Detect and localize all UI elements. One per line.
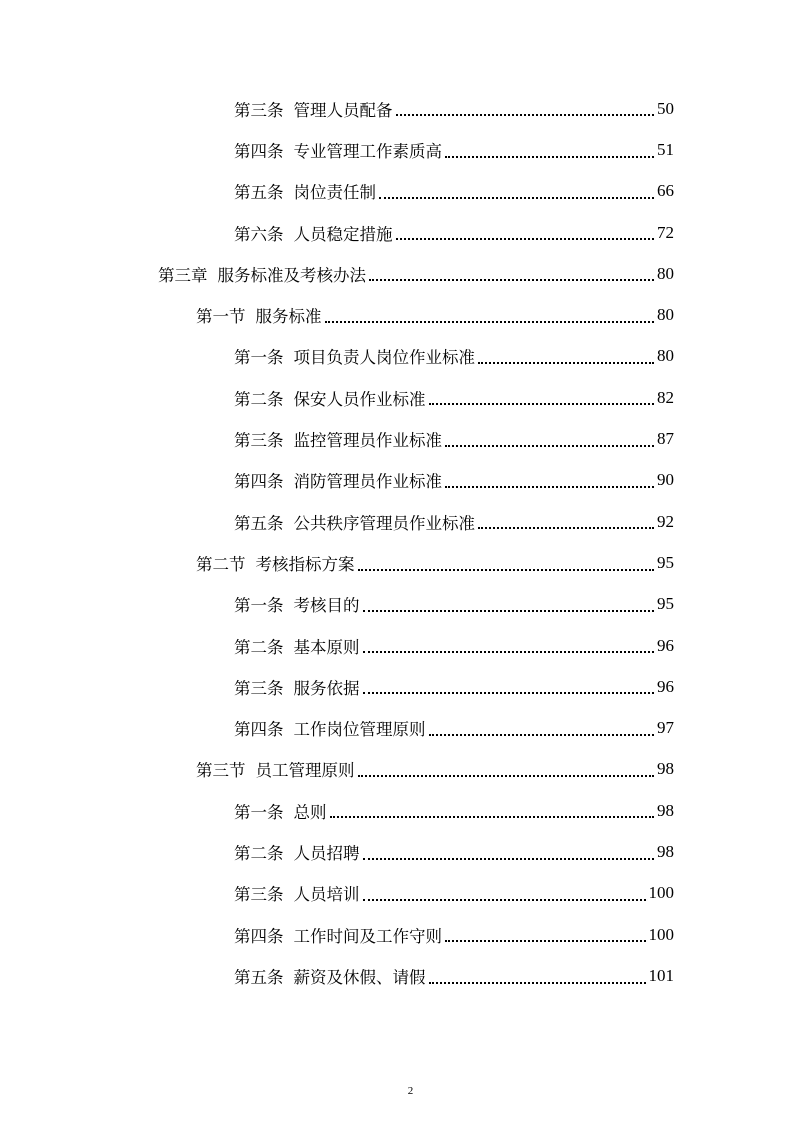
dot-leader <box>363 691 655 694</box>
dot-leader <box>429 981 646 984</box>
toc-entry[interactable] <box>234 584 674 625</box>
toc-entry[interactable] <box>196 749 674 790</box>
toc-entry-title: 工作岗位管理原则 <box>293 720 426 740</box>
toc-entry-number: 第一条 <box>234 802 284 822</box>
toc-entry-number: 第五条 <box>234 967 284 987</box>
toc-entry[interactable] <box>234 873 674 914</box>
toc-entry[interactable] <box>234 171 674 212</box>
dot-leader <box>429 733 655 736</box>
toc-entry-title: 工作时间及工作守则 <box>293 926 442 946</box>
toc-entry[interactable] <box>234 955 674 996</box>
toc-entry-title: 员工管理原则 <box>255 761 355 781</box>
toc-entry-title: 薪资及休假、请假 <box>293 967 426 987</box>
toc-entry-number: 第三条 <box>234 100 284 120</box>
toc-entry-number: 第一节 <box>196 307 246 327</box>
toc-entry[interactable] <box>234 88 674 129</box>
toc-entry-title: 公共秩序管理员作业标准 <box>293 513 475 533</box>
dot-leader <box>369 278 654 281</box>
dot-leader <box>325 320 655 323</box>
dot-leader <box>396 237 655 240</box>
toc-entry-number: 第五条 <box>234 513 284 533</box>
toc-entry[interactable] <box>234 831 674 872</box>
dot-leader <box>396 113 655 116</box>
toc-entry-title: 服务依据 <box>293 678 360 698</box>
toc-entry-number: 第三条 <box>234 885 284 905</box>
toc-entry-page: 98 <box>657 800 674 820</box>
toc-entry[interactable] <box>234 666 674 707</box>
toc-entry[interactable] <box>196 294 674 335</box>
toc-entry-page: 50 <box>657 98 674 118</box>
toc-entry-page: 95 <box>657 552 674 572</box>
toc-entry-title: 管理人员配备 <box>293 100 393 120</box>
toc-entry-number: 第三章 <box>158 265 208 285</box>
dot-leader <box>445 485 654 488</box>
toc-entry-number: 第一条 <box>234 596 284 616</box>
dot-leader <box>445 939 646 942</box>
toc-entry-title: 岗位责任制 <box>293 183 376 203</box>
dot-leader <box>429 402 655 405</box>
toc-entry-title: 人员培训 <box>293 885 360 905</box>
toc-entry-page: 100 <box>648 883 674 903</box>
toc-entry-number: 第四条 <box>234 720 284 740</box>
toc-entry-page: 100 <box>648 924 674 944</box>
toc-entry-number: 第四条 <box>234 141 284 161</box>
dot-leader <box>330 815 655 818</box>
toc-entry-number: 第二节 <box>196 554 246 574</box>
toc-entry-page: 92 <box>657 511 674 531</box>
toc-entry-number: 第二条 <box>234 637 284 657</box>
dot-leader <box>363 609 655 612</box>
toc-entry-title: 总则 <box>293 802 327 822</box>
toc-entry[interactable] <box>234 914 674 955</box>
toc-entry[interactable] <box>234 460 674 501</box>
toc-entry-page: 80 <box>657 305 674 325</box>
toc-entry-number: 第二条 <box>234 389 284 409</box>
toc-entry-title: 人员招聘 <box>293 843 360 863</box>
toc-entry[interactable] <box>234 707 674 748</box>
dot-leader <box>445 444 654 447</box>
toc-entry-page: 80 <box>657 263 674 283</box>
dot-leader <box>358 774 655 777</box>
toc-entry-number: 第四条 <box>234 472 284 492</box>
toc-entry[interactable] <box>234 790 674 831</box>
toc-entry-number: 第三条 <box>234 431 284 451</box>
toc-entry-number: 第三条 <box>234 678 284 698</box>
toc-entry-title: 人员稳定措施 <box>293 224 393 244</box>
toc-entry-title: 考核指标方案 <box>255 554 355 574</box>
page-number: 2 <box>407 1085 414 1097</box>
toc-entry[interactable] <box>234 336 674 377</box>
dot-leader <box>358 568 655 571</box>
toc-entry-page: 101 <box>648 965 674 985</box>
toc-entry[interactable] <box>234 377 674 418</box>
toc-entry-page: 51 <box>657 139 674 159</box>
toc-entry-number: 第四条 <box>234 926 284 946</box>
toc-entry-number: 第一条 <box>234 348 284 368</box>
toc-entry-title: 保安人员作业标准 <box>293 389 426 409</box>
toc-entry-page: 95 <box>657 594 674 614</box>
dot-leader <box>379 196 654 199</box>
toc-entry[interactable] <box>234 625 674 666</box>
toc-entry-page: 80 <box>657 346 674 366</box>
toc-entry-title: 考核目的 <box>293 596 360 616</box>
toc-entry-title: 监控管理员作业标准 <box>293 431 442 451</box>
toc-entry-number: 第三节 <box>196 761 246 781</box>
dot-leader <box>363 898 646 901</box>
toc-entry[interactable] <box>234 212 674 253</box>
toc-entry-page: 98 <box>657 841 674 861</box>
toc-entry[interactable] <box>196 542 674 583</box>
toc-entry-page: 82 <box>657 387 674 407</box>
toc-entry-page: 66 <box>657 181 674 201</box>
toc-entry-number: 第二条 <box>234 843 284 863</box>
toc-entry-title: 专业管理工作素质高 <box>293 141 442 161</box>
toc-entry-page: 98 <box>657 759 674 779</box>
toc-entry-page: 90 <box>657 470 674 490</box>
toc-entry-title: 服务标准及考核办法 <box>217 265 366 285</box>
toc-entry-page: 96 <box>657 635 674 655</box>
toc-entry[interactable] <box>234 501 674 542</box>
dot-leader <box>445 155 654 158</box>
toc-entry-title: 项目负责人岗位作业标准 <box>293 348 475 368</box>
dot-leader <box>363 650 655 653</box>
toc-entry[interactable] <box>234 129 674 170</box>
toc-entry-title: 消防管理员作业标准 <box>293 472 442 492</box>
toc-entry-page: 87 <box>657 429 674 449</box>
toc-entry[interactable] <box>234 418 674 459</box>
toc-entry-number: 第六条 <box>234 224 284 244</box>
toc-entry[interactable] <box>158 253 674 294</box>
toc-entry-page: 72 <box>657 222 674 242</box>
toc-entry-title: 服务标准 <box>255 307 322 327</box>
dot-leader <box>478 526 654 529</box>
dot-leader <box>363 857 655 860</box>
table-of-contents <box>0 88 793 997</box>
toc-entry-page: 97 <box>657 718 674 738</box>
toc-entry-number: 第五条 <box>234 183 284 203</box>
dot-leader <box>478 361 654 364</box>
toc-entry-title: 基本原则 <box>293 637 360 657</box>
toc-entry-page: 96 <box>657 676 674 696</box>
